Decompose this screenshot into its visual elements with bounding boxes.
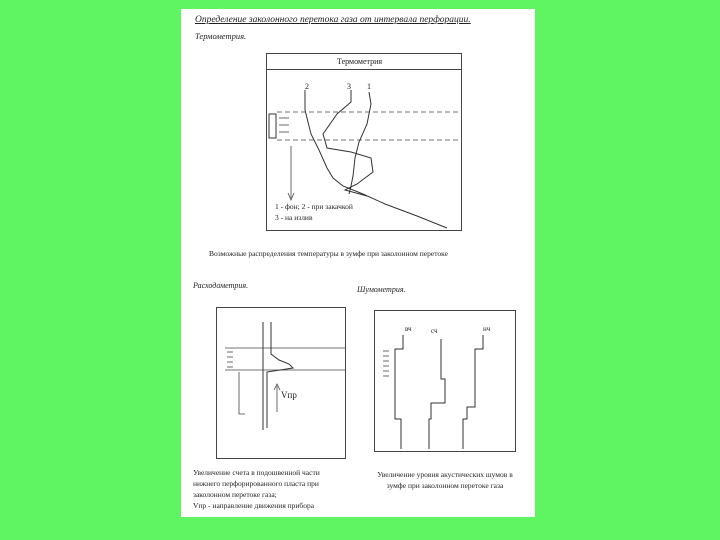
flowmetry-caption-line1: Увеличение счета в подошвенной части: [193, 468, 320, 477]
page-title: Определение заколонного перетока газа от интервала перфорации.: [195, 15, 471, 25]
flowmetry-caption-line2: нижнего перфорированного пласта при: [193, 479, 319, 488]
flowmetry-down-arrow: [239, 372, 245, 414]
thermometry-legend-line2: 3 - на излив: [275, 213, 313, 222]
curve-label-2: 2: [305, 82, 309, 91]
section-flowmetry-heading: Расходометрия.: [193, 281, 249, 290]
noise-label-lf: нч: [483, 325, 491, 333]
flowmetry-caption-line3: заколонном перетоке газа;: [193, 490, 277, 499]
curve-label-1: 1: [367, 82, 371, 91]
document-page: [181, 9, 535, 517]
thermo-curve-1: [349, 92, 371, 194]
noise-chart: [375, 311, 515, 451]
noise-curve-lf: [463, 335, 483, 449]
section-thermometry-heading: Термометрия.: [195, 31, 247, 41]
flowmetry-caption: [193, 467, 320, 511]
thermometry-figure-title: Термометрия: [337, 57, 383, 66]
flowmetry-figure: [216, 307, 346, 459]
section-noise-heading: Шумометрия.: [357, 285, 406, 294]
noise-caption: [359, 469, 531, 491]
thermometry-legend-line1: 1 - фон; 2 - при закачкой: [275, 202, 353, 211]
noise-caption-line2: зумфе при заколонном перетоке газа: [386, 481, 504, 490]
flowmetry-chart: [217, 308, 345, 458]
perforation-interval-box: [269, 114, 276, 138]
noise-curve-hf: [395, 335, 403, 449]
curve-label-3: 3: [347, 82, 351, 91]
thermometry-caption: Возможные распределения температуры в зумфе при заколонном перетоке: [209, 249, 448, 258]
thermo-curve-3: [323, 90, 373, 196]
noise-curve-mf: [429, 339, 445, 449]
thermometry-figure: [266, 53, 462, 231]
noise-label-hf: вч: [405, 325, 412, 333]
noise-label-mf: сч: [431, 327, 438, 335]
noise-figure: [374, 310, 516, 452]
flowmetry-caption-line4: Vпр - направление движения прибора: [193, 501, 315, 510]
noise-caption-line1: Увеличение уровня акустических шумов в: [377, 470, 513, 479]
flowmetry-curve: [267, 322, 293, 428]
flowmetry-direction-label: Vпр: [281, 390, 297, 400]
